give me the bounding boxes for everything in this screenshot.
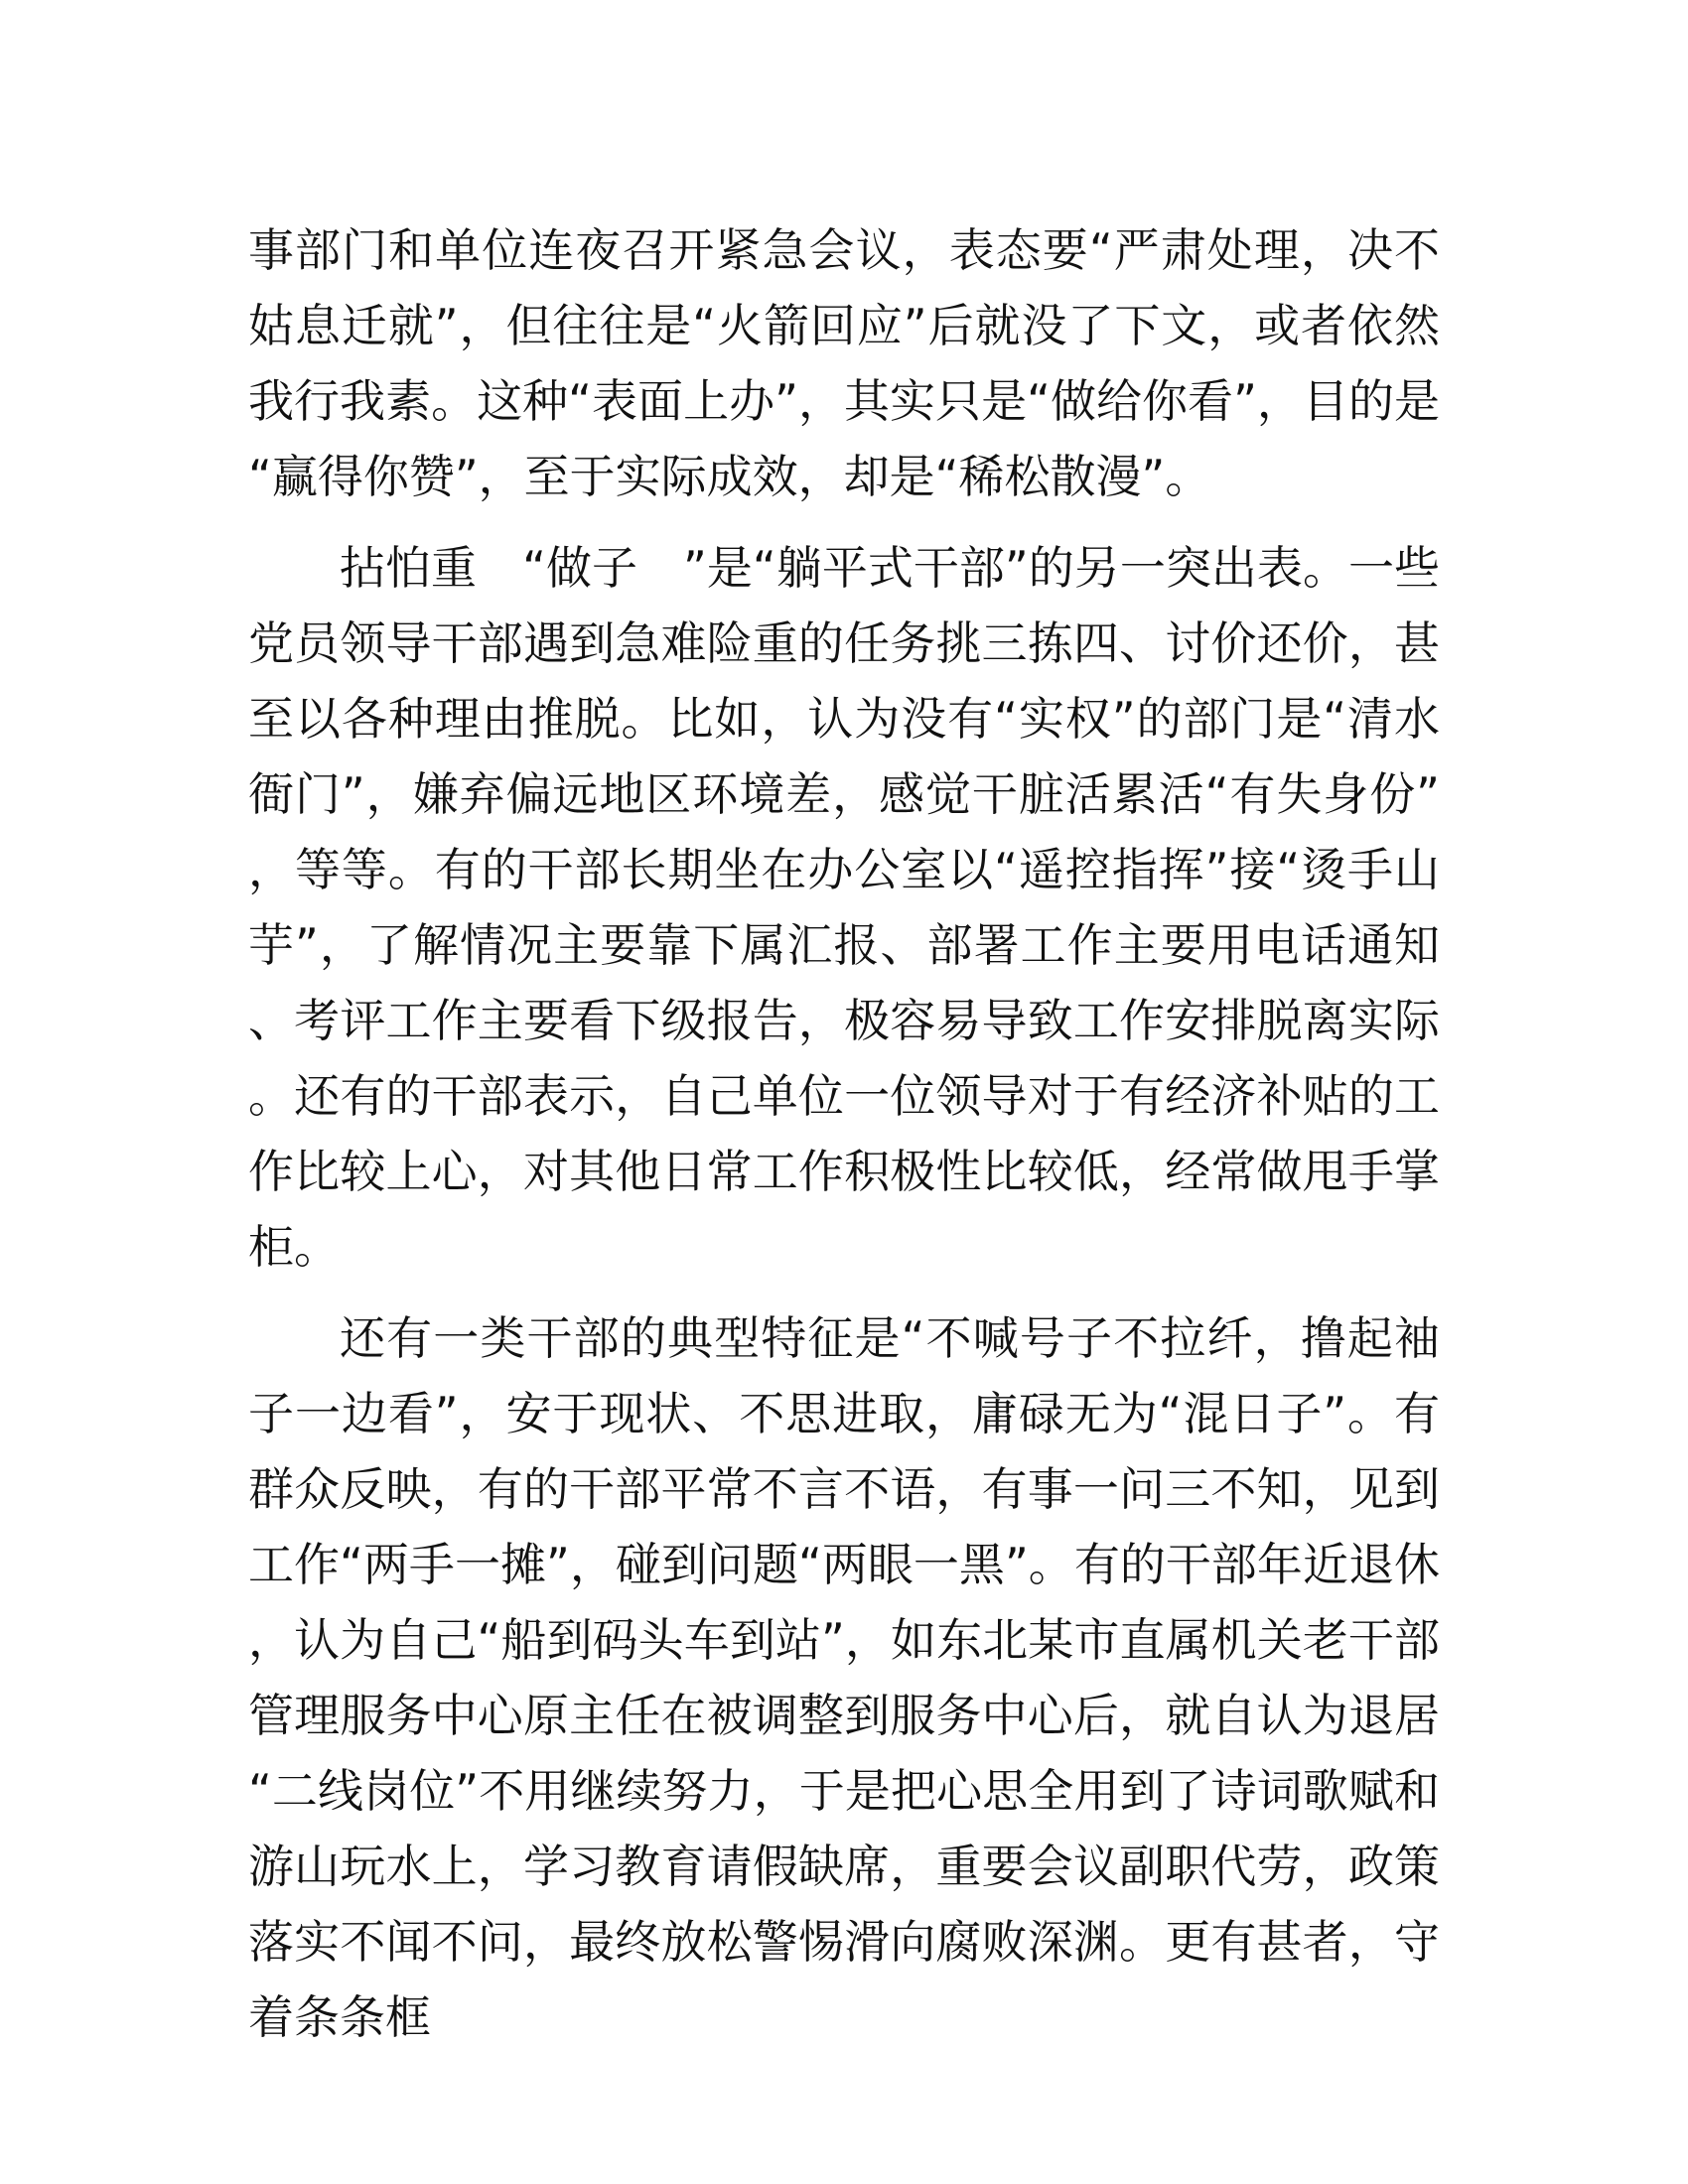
paragraph-1: 事部门和单位连夜召开紧急会议，表态要“严肃处理，决不姑息迁就”，但往往是“火箭回应”后就没了下文，或者依然我行我素。这种“表面上办”，其实只是“做给你看”，目的是“赢得你赞”，至于实际成效，却是“稀松散漫”。 xyxy=(248,223,1440,503)
paragraph-3: 还有一类干部的典型特征是“不喊号子不拉纤，撸起袖子一边看”，安于现状、不思进取，庸碌无为“混日子”。有群众反映，有的干部平常不言不语，有事一问三不知，见到工作“两手一摊”，碰到问题“两眼一黑”。有的干部年近退休，认为自己“船到码头车到站”，如东北某市直属机关老干部管理服务中心原主任在被调整到服务中心后，就自认为退居“二线岗位”不用继续努力，于是把心思全用到了诗词歌赋和游山玩水上，学习教育请假缺席，重要会议副职代劳，政策落实不闻不问，最终放松警惕滑向腐败深渊。更有甚者，守着条条框 xyxy=(248,1311,1440,2044)
paragraph-2: 拈怕重 “做子 ”是“躺平式干部”的另一突出表。一些党员领导干部遇到急难险重的任务挑三拣四、讨价还价，甚至以各种理由推脱。比如，认为没有“实权”的部门是“清水衙门”，嫌弃偏远地区环境差，感觉干脏活累活“有失身份”，等等。有的干部长期坐在办公室以“遥控指挥”接“烫手山芋”，了解情况主要靠下属汇报、部署工作主要用电话通知、考评工作主要看下级报告，极容易导致工作安排脱离实际。还有的干部表示，自己单位一位领导对于有经济补贴的工作比较上心，对其他日常工作积极性比较低，经常做甩手掌柜。 xyxy=(248,541,1440,1274)
body-text xyxy=(248,212,1440,2071)
